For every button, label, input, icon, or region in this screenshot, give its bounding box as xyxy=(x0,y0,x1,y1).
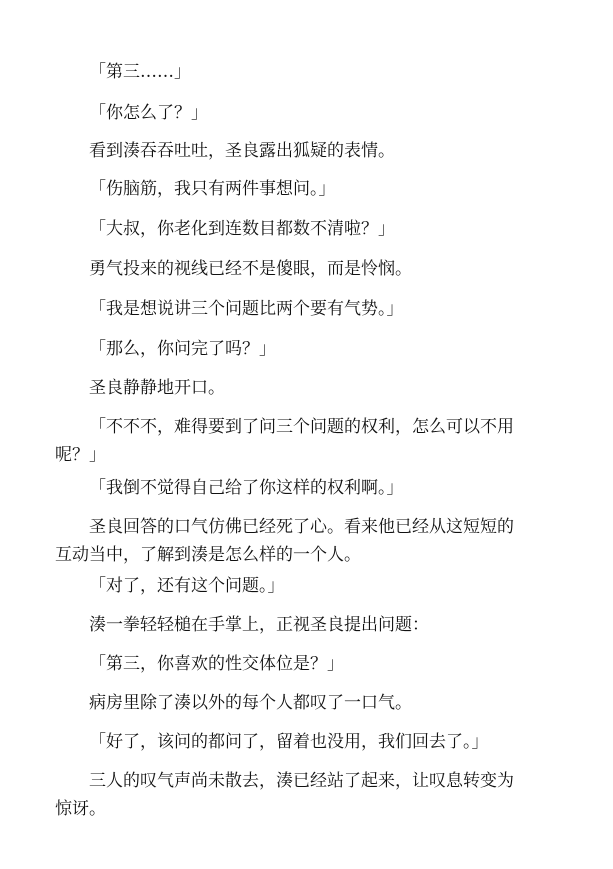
paragraph-11: 「我倒不觉得自己给了你这样的权利啊。」 xyxy=(89,478,404,498)
paragraph-17: 「好了，该问的都问了，留着也没用，我们回去了。」 xyxy=(89,732,489,752)
paragraph-3: 看到湊吞吞吐吐，圣良露出狐疑的表情。 xyxy=(89,141,395,161)
paragraph-6: 勇气投来的视线已经不是傻眼，而是怜悯。 xyxy=(89,259,412,279)
paragraph-1: 「第三……」 xyxy=(89,62,191,82)
paragraph-9: 圣良静静地开口。 xyxy=(89,378,225,398)
paragraph-13: 「对了，还有这个问题。」 xyxy=(89,576,285,596)
paragraph-5: 「大叔，你老化到连数目都数不清啦？」 xyxy=(89,219,395,239)
paragraph-15: 「第三，你喜欢的性交体位是？」 xyxy=(89,654,344,674)
paragraph-18: 三人的叹气声尚未散去，湊已经站了起来，让叹息转变为惊讶。 xyxy=(55,771,514,819)
paragraph-7: 「我是想说讲三个问题比两个要有气势。」 xyxy=(89,299,404,319)
paragraph-4: 「伤脑筋，我只有两件事想问。」 xyxy=(89,179,336,199)
paragraph-16: 病房里除了湊以外的每个人都叹了一口气。 xyxy=(89,693,412,713)
paragraph-2: 「你怎么了？」 xyxy=(89,103,208,123)
paragraph-10: 「不不不，难得要到了问三个问题的权利，怎么可以不用呢？」 xyxy=(55,417,514,465)
paragraph-14: 湊一拳轻轻槌在手掌上，正视圣良提出问题： xyxy=(89,615,429,635)
paragraph-8: 「那么，你问完了吗？」 xyxy=(89,339,276,359)
paragraph-12: 圣良回答的口气仿佛已经死了心。看来他已经从这短短的互动当中，了解到湊是怎么样的一个人。 xyxy=(55,517,514,565)
